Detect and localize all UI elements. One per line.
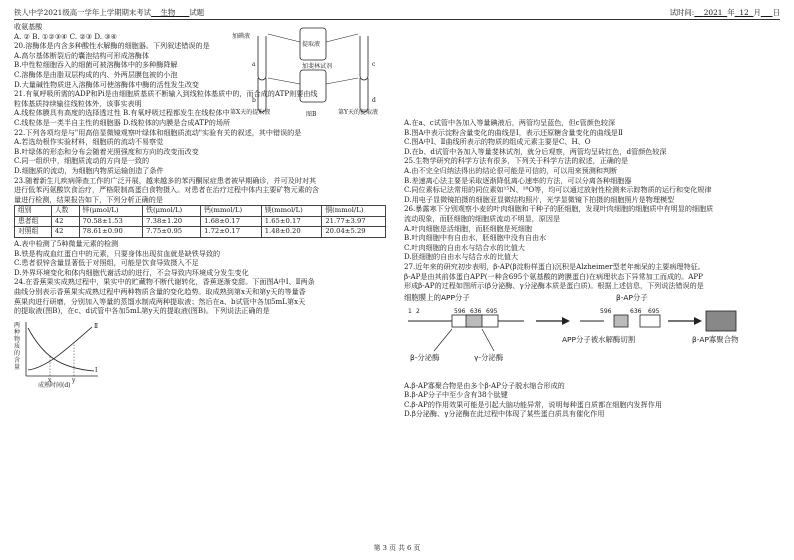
question-line: A.叶肉细胞是活细胞，而胚细胞是死细胞 <box>404 223 532 233</box>
table-header-cell: 组别 <box>15 206 52 217</box>
question-line: B.差速离心法主要是采取逐渐降低离心速率的方法，可以分离各种细胞器 <box>404 175 632 185</box>
table-header-cell: 镁(mmol/L) <box>261 206 322 217</box>
figure-a-curve-ii: Ⅱ <box>94 322 99 330</box>
question-line: A.β-AP寡聚合物是由多个β-AP分子脱水缩合形成的 <box>404 380 565 390</box>
question-line: B.图A中表示淀粉含量变化的曲线是Ⅰ，表示还原糖含量变化的曲线是Ⅱ <box>404 127 623 137</box>
date-day-unit: 日 <box>772 8 780 17</box>
app-n695: 695 <box>486 307 498 315</box>
question-line: 曲线分别表示香蕉果实成熟过程中两种物质含量的变化趋势。取成熟到第x天和第y天的等量香 <box>14 287 306 297</box>
exam-header <box>14 8 780 20</box>
table-cell: 21.77±3.97 <box>322 216 386 227</box>
tube-a-label: a <box>252 61 256 68</box>
app-beta-secretase: β-分泌酶 <box>410 352 440 362</box>
date-month-unit: 月 <box>753 8 761 17</box>
header-suffix: 试题 <box>189 8 205 17</box>
figure-b-drawing <box>228 22 402 122</box>
date-month: 12 <box>739 8 749 17</box>
left-text-block-2 <box>14 239 386 316</box>
table-cell: 42 <box>51 216 79 227</box>
figure-b-label-iodine: 加碘液 <box>232 33 251 40</box>
question-line: C.线粒体是一类半自主性的细胞器 D.线粒体的内膜是合成ATP的场所 <box>14 117 231 127</box>
question-line: 21.有氧呼吸所需的ADP和Pi是由细胞质基质不断输入到线粒体基质中的，而合成的ATP则要由线 <box>14 89 318 99</box>
app-diagram <box>404 307 776 387</box>
table-cell: 7.38±1.20 <box>143 216 201 227</box>
question-line: B.叶肉细胞中有自由水，胚细胞中没有自由水 <box>404 233 547 243</box>
app-r636: 636 <box>630 307 642 315</box>
question-line: 进行低苯丙氨酸饮食治疗，严格限制高蛋白食物摄入。对患者在治疗过程中体内主要矿物元素的含 <box>14 185 320 195</box>
question-line: D.外界环境变化和体内细胞代谢活动的进行，不会导致内环境成分发生变化 <box>14 267 249 277</box>
question-line: B.β-AP分子中至少含有38个肽键 <box>404 390 508 400</box>
table-header-cell: 铜(mmol/L) <box>322 206 386 217</box>
question-line: B.铁是构成血红蛋白中的元素，只要身体出现贫血就是缺铁导致的 <box>14 248 221 258</box>
header-date <box>670 8 780 19</box>
question-line: β-AP是由其前体蛋白APP(一种含695个氨基酸的跨膜蛋白)在病理状态下异常加工而成的。APP <box>404 271 703 281</box>
table-header-cell: 钙(mmol/L) <box>201 206 262 217</box>
table-row <box>15 216 386 227</box>
figure-b-label-y: 第Y天的提取液 <box>338 109 378 116</box>
question-line: A.若选幼根作实验材料，细胞质的流动不易察觉 <box>14 137 164 147</box>
question-line: 23.随着新生儿疾病筛查工作的广泛开展，越来越多的苯丙酮尿症患者被早期确诊，并可及时对其 <box>14 175 317 185</box>
question-line: C.β-AP的作用效果可能是引起大脑功能异常，说明每种蛋白质都在细胞内发挥作用 <box>404 399 662 409</box>
table-row <box>15 227 386 238</box>
question-line: D.用电子显微镜拍摄的细胞亚显微结构照片，光学显微镜下拍摄的细胞照片是物理模型 <box>404 194 675 204</box>
tube-d-label: d <box>372 97 376 104</box>
question-line: A. ② B. ①②③④ C. ②③ D. ③④ <box>14 31 117 41</box>
question-line: 25.生物学研究的科学方法有很多，下列关于科学方法的叙述，正确的是 <box>404 156 629 166</box>
table-cell: 1.72±0.17 <box>201 227 262 238</box>
question-line: D.大量碱性物质进入溶酶体可使溶酶体中酶的活性发生改变 <box>14 79 200 89</box>
table-header-row <box>15 206 386 217</box>
app-n1: 1 <box>408 307 412 315</box>
table-cell: 1.48±0.20 <box>261 227 322 238</box>
app-r695: 695 <box>648 307 660 315</box>
app-gamma-secretase: γ-分泌酶 <box>474 352 504 362</box>
figure-a-xlabel: 成熟时间(d) <box>38 381 71 389</box>
table-cell: 对照组 <box>15 227 52 238</box>
app-title-right: β-AP分子 <box>616 292 648 302</box>
header-left <box>14 8 204 19</box>
figure-spacer <box>404 22 776 118</box>
question-line: D.β分泌酶、γ分泌酶在此过程中体现了某些蛋白质具有催化作用 <box>404 409 605 419</box>
question-line: A.在a、c试管中各加入等量碘液后，两管均呈蓝色，但c管颜色较深 <box>404 118 616 127</box>
date-label: 试时间: <box>669 8 695 17</box>
figure-a <box>14 318 104 392</box>
school-exam-name: 铁人中学2021级高一学年上学期期末考试 <box>14 8 152 17</box>
app-r596: 596 <box>600 307 612 315</box>
question-line: 的提取液(图B)，在c、d试管中各加5mL第y天的提取液(图B)。下列说法正确的是 <box>14 306 270 316</box>
date-year-unit: 年 <box>727 8 735 17</box>
figure-b-label-x: 第X天的提取液 <box>230 109 271 116</box>
question-line: C.患者很锌含量显著低于对照组，可能是饮食导致摄入不足 <box>14 258 199 268</box>
table-header-cell: 锌(μmol/L) <box>79 206 143 217</box>
figure-b <box>228 22 402 122</box>
figure-b-label-extract: 提取液 <box>302 41 321 48</box>
app-n596: 596 <box>454 307 466 315</box>
question-line: 26.暴露寒下分别观察小麦的叶肉细胞和干种子的胚细胞，发现叶肉细胞的细胞质中有明显的细胞质 <box>404 204 714 214</box>
question-line: C.同位素标记法常用的同位素如¹⁵N、¹⁸O等，均可以通过放射性检测来示踪物质的运行和变化规律 <box>404 185 712 195</box>
app-n2: 2 <box>416 307 420 315</box>
table-header-cell: 人数 <box>51 206 79 217</box>
question-line: 量进行检测，结果报告如下，下列分析正确的是 <box>14 194 163 204</box>
table-cell: 患者组 <box>15 216 52 227</box>
app-result-label: β-AP寡聚合物 <box>692 334 739 344</box>
subject-name: 生物 <box>160 8 176 17</box>
table-cell: 20.04±5.29 <box>322 227 386 238</box>
question-line: 收氨基酸 <box>14 22 43 31</box>
app-n636: 636 <box>470 307 482 315</box>
figure-b-caption: 图B <box>306 111 317 118</box>
figure-b-label-fehling: 加斐林试剂 <box>302 63 333 70</box>
question-line: A.表中检测了5种微量元素的检测 <box>14 239 119 249</box>
tube-b-label: b <box>252 97 256 104</box>
question-line: D.细胞质的流动，为细胞内物质运输创造了条件 <box>14 165 164 175</box>
question-line: A.线粒体膜具有高度的选择透过性 B.有氧呼吸过程都发生在线粒体中 <box>14 108 230 118</box>
question-line: C.叶肉细胞的自由水与结合水的比值大 <box>404 242 525 252</box>
mineral-table <box>14 205 386 238</box>
question-line: 蕉果肉进行研磨，分别加入等量的蒸馏水制成两种提取液；然后在a、b试管中各加5mL第x天 <box>14 296 306 306</box>
figure-row <box>14 318 386 392</box>
table-cell: 42 <box>51 227 79 238</box>
question-line: A.高尔基体断裂后的囊泡结构可形成溶酶体 <box>14 50 150 60</box>
question-line: B.叶绿体的形态和分布会随着光照强度和方向的改变而改变 <box>14 146 199 156</box>
question-line: C.同一组织中，细胞质流动的方向是一致的 <box>14 156 150 166</box>
question-line: C.溶酶体是由脂双层构成的内、外两层膜包被的小泡 <box>14 69 178 79</box>
question-line: 20.溶酶体是内含多种酸性水解酶的细胞器。下列叙述错误的是 <box>14 41 210 51</box>
question-line: 22.下列各项均是与"用高倍显微镜观察叶绿体和细胞质流动"实验有关的叙述，其中错误的是 <box>14 127 302 137</box>
table-header-cell: 铁(μmol/L) <box>143 206 201 217</box>
app-cut-label: APP分子被水解酶切割 <box>562 334 636 344</box>
question-line: D.胚细胞的自由水与结合水的比值大 <box>404 252 519 262</box>
tube-c-label: c <box>372 61 376 68</box>
question-line: 24.在香蕉果实成熟过程中，果实中的贮藏物不断代谢转化，香蕉逐渐变甜。下面图A中Ⅰ、Ⅱ两条 <box>14 277 315 287</box>
app-figure <box>404 293 776 411</box>
question-line: D.在b、d试管中各加入等量斐林试剂，就分后观察，两管均呈砖红色，d管颜色较深 <box>404 146 667 156</box>
right-text-block <box>404 118 776 291</box>
page-footer: 第 3 页 共 6 页 <box>373 544 421 552</box>
date-year: 2021 <box>703 8 723 17</box>
figure-a-x-tick: x <box>48 376 52 384</box>
question-line: 形成β-AP的过程如图所示(β分泌酶、γ分泌酶本质是蛋白质)。根据上述信息，下列说法错误的是 <box>404 281 704 291</box>
figure-a-curve-i: Ⅰ <box>95 366 98 374</box>
figure-a-ylabel: 两种物质的含量 <box>14 321 21 371</box>
question-line: 粒体基质持续输往线粒体外，该事实表明 <box>14 98 142 108</box>
app-title-left: 细胞膜上的APP分子 <box>404 292 470 302</box>
question-line: B.中性粒细胞吞入的细菌可被溶酶体中的多种酶降解 <box>14 60 178 70</box>
figure-a-y-tick: y <box>72 376 76 384</box>
table-cell: 70.58±1.53 <box>79 216 143 227</box>
table-cell: 7.75±0.95 <box>143 227 201 238</box>
question-line: 27.近年来的研究初步表明，β-AP(β淀粉样蛋白)沉积是Alzheimer型老年痴呆的主要病理特征。 <box>404 261 705 271</box>
question-line: 流动现象，而胚细胞的细胞质流动不明显，原因是 <box>404 213 561 223</box>
question-line: A.由不完全归纳法得出的结论很可能是可信的，可以用来预测和判断 <box>404 165 618 175</box>
table-cell: 1.65±0.17 <box>261 216 322 227</box>
question-line: C.图A中Ⅰ、Ⅱ曲线所表示的物质的组成元素主要是C、H、O <box>404 137 591 147</box>
table-cell: 78.61±0.90 <box>79 227 143 238</box>
table-cell: 1.68±0.17 <box>201 216 262 227</box>
